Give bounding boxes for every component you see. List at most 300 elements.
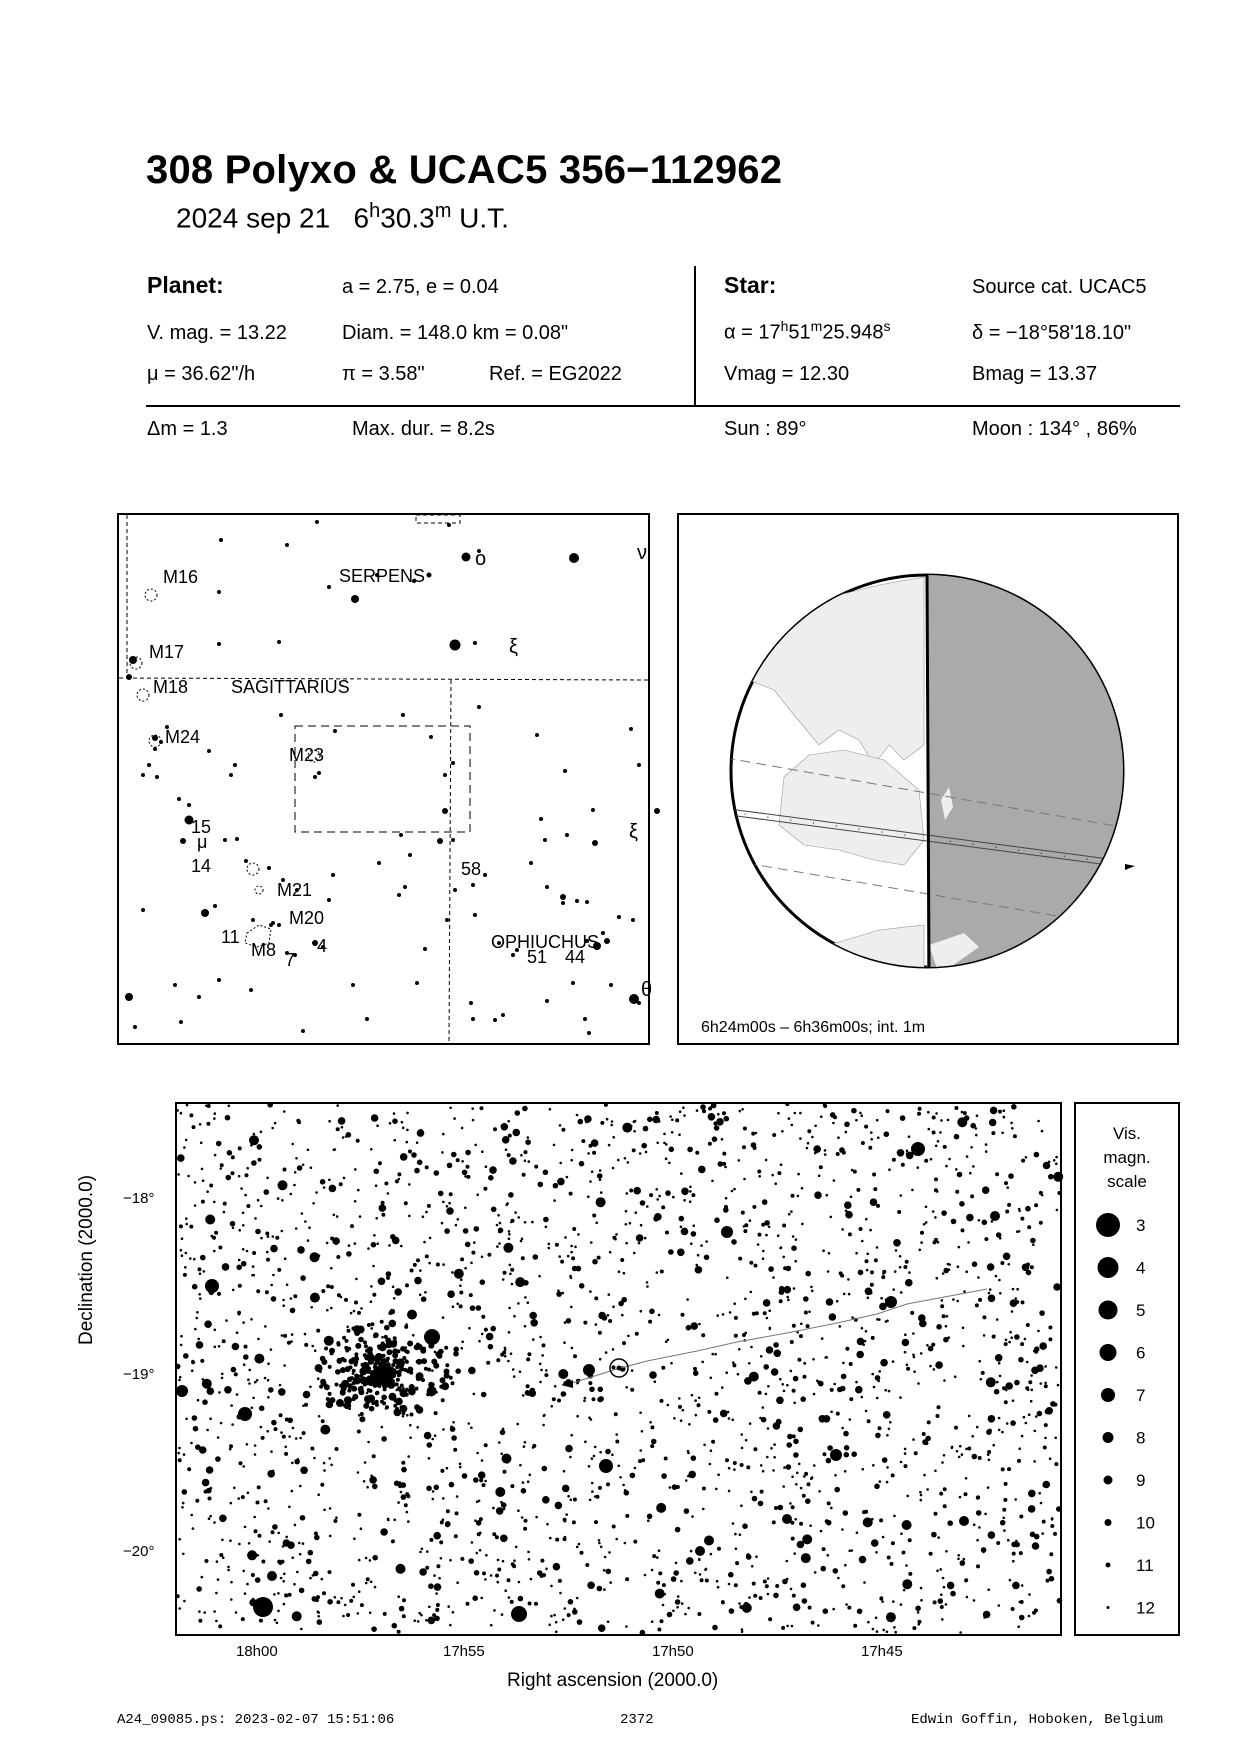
cluster-star [392,1352,398,1358]
star-header: Star: [724,272,777,298]
finder-star [545,999,549,1003]
field-star [213,1201,216,1204]
field-star [254,1381,257,1384]
field-star [693,1370,699,1376]
field-star [419,1568,427,1576]
field-star [945,1550,948,1553]
field-star [957,1172,963,1178]
finder-label: M23 [289,745,325,765]
field-star [906,1152,909,1155]
cluster-star [363,1383,367,1387]
field-star [589,1290,592,1293]
field-star [785,1102,789,1106]
field-star [1010,1336,1013,1339]
field-star [452,1421,455,1424]
field-star [1025,1386,1029,1390]
field-star [570,1245,573,1248]
field-star [801,1187,804,1190]
field-star [182,1502,185,1505]
field-star [867,1419,871,1423]
finder-label: θ [641,979,653,1001]
field-star [1011,1310,1014,1313]
field-star [548,1624,551,1627]
field-star [330,1464,333,1467]
field-star [886,1466,889,1469]
field-star [667,1339,670,1342]
field-star [189,1113,193,1117]
globe-panel [677,513,1179,1045]
field-star [888,1390,891,1393]
cluster-star [433,1363,439,1369]
field-star [405,1283,409,1287]
field-star [597,1586,603,1592]
field-star [324,1336,334,1346]
field-star [254,1217,257,1220]
finder-star [529,861,533,865]
field-star [600,1191,603,1194]
field-star [488,1344,494,1350]
field-star [480,1279,486,1285]
field-star [178,1538,181,1541]
field-star [798,1463,801,1466]
field-star [603,1588,606,1591]
field-star [830,1112,836,1118]
field-star [428,1606,431,1609]
field-star [416,1426,419,1429]
field-star [811,1621,815,1625]
field-star [570,1251,573,1254]
y-axis-label: Declination (2000.0) [76,1174,97,1346]
field-star [1034,1152,1040,1158]
field-star [354,1242,357,1245]
field-star [384,1182,388,1186]
field-star [633,1540,637,1544]
field-star [291,1333,294,1336]
field-star [545,1226,548,1229]
field-star [561,1391,567,1397]
field-star [213,1250,216,1253]
field-star [821,1566,827,1572]
field-star [436,1609,439,1612]
field-star [814,1152,817,1155]
field-star [612,1525,616,1529]
field-star [535,1516,538,1519]
field-star [214,1346,217,1349]
field-star [236,1331,239,1334]
cluster-star [394,1409,398,1413]
field-star [176,1109,179,1112]
field-star [485,1165,488,1168]
field-star [332,1237,340,1245]
field-star [845,1131,848,1134]
field-star [500,1501,503,1504]
field-star [289,1193,292,1196]
field-star [555,1538,559,1542]
finder-star [637,763,641,767]
field-star [484,1443,488,1447]
field-star [549,1537,552,1540]
constellation-boundary [119,678,648,680]
field-star [209,1515,212,1518]
cluster-star [382,1354,386,1358]
field-star [629,1189,633,1193]
cluster-star [351,1386,357,1392]
field-star [502,1278,505,1281]
field-star [996,1541,1000,1545]
field-star [1039,1310,1045,1316]
field-star [841,1528,844,1531]
field-star [740,1504,743,1507]
field-star [758,1233,762,1237]
field-star [593,1455,596,1458]
field-star [449,1624,452,1627]
field-star [512,1368,515,1371]
field-star [722,1152,726,1156]
finder-star [575,899,579,903]
field-star [990,1107,998,1115]
field-star [529,1312,537,1320]
field-star [1050,1524,1054,1528]
field-star [620,1258,624,1262]
field-star [247,1550,257,1560]
field-star [512,1564,516,1568]
field-star [414,1277,422,1285]
field-star [524,1159,527,1162]
field-star [372,1265,375,1268]
field-star [447,1605,450,1608]
field-star [741,1628,744,1631]
field-star [994,1389,1000,1395]
field-star [826,1298,834,1306]
field-star [787,1434,793,1440]
field-star [507,1578,511,1582]
field-star [244,1526,247,1529]
field-star [442,1201,445,1204]
field-star [804,1311,808,1315]
star-vmag: Vmag = 12.30 [724,363,850,385]
field-star [246,1204,250,1208]
field-star [459,1463,462,1466]
field-star [960,1560,966,1566]
field-star [563,1537,567,1541]
field-star [945,1325,948,1328]
field-star [935,1112,938,1115]
field-star [1044,1423,1048,1427]
field-star [641,1458,645,1462]
field-star [491,1207,497,1213]
field-star [699,1573,702,1576]
finder-star [571,981,575,985]
field-star [284,1446,287,1449]
field-star [500,1535,508,1543]
field-star [878,1318,881,1321]
field-star [254,1444,257,1447]
field-star [799,1522,803,1526]
field-star [460,1278,463,1281]
field-star [1004,1482,1008,1486]
field-star [780,1163,783,1166]
field-star [243,1363,246,1366]
field-star [668,1162,671,1165]
field-star [267,1507,270,1510]
field-star [1008,1386,1011,1389]
field-star [641,1430,644,1433]
field-star [871,1518,874,1521]
field-star [791,1505,795,1509]
field-star [439,1540,443,1544]
field-star [346,1326,349,1329]
field-star [290,1308,296,1314]
field-star [430,1394,433,1397]
field-star [843,1510,849,1516]
field-star [532,1338,535,1341]
field-star [363,1480,366,1483]
field-star [765,1234,768,1237]
field-star [797,1173,800,1176]
field-star [192,1284,198,1290]
field-star [191,1360,195,1364]
field-star [982,1551,985,1554]
field-star [251,1407,254,1410]
field-star [951,1447,954,1450]
field-star [405,1492,409,1496]
field-star [646,1205,649,1208]
field-star [280,1389,284,1393]
field-star [766,1317,769,1320]
field-star [778,1505,784,1511]
field-star [302,1164,305,1167]
field-star [310,1166,313,1169]
field-star [905,1564,908,1567]
field-star [872,1464,875,1467]
field-star [459,1291,463,1295]
field-star [273,1593,276,1596]
field-star [260,1426,263,1429]
field-star [742,1333,746,1337]
field-star [560,1260,564,1264]
field-star [533,1254,539,1260]
field-star [644,1574,647,1577]
field-star [236,1393,239,1396]
field-star [758,1175,761,1178]
field-star [393,1112,396,1115]
field-star [584,1397,587,1400]
field-star [442,1428,445,1431]
field-star [218,1624,222,1628]
field-star [285,1536,288,1539]
cluster-star [410,1413,414,1417]
field-star [297,1165,303,1171]
finder-star [511,953,515,957]
finder-label: M17 [149,642,185,662]
field-star [874,1484,880,1490]
field-star [759,1596,763,1600]
field-star [695,1151,699,1155]
field-star [412,1334,415,1337]
field-star [451,1435,457,1441]
field-star [788,1117,791,1120]
field-star [1018,1447,1021,1450]
field-star [636,1234,644,1242]
field-star [194,1204,197,1207]
field-star [480,1597,483,1600]
field-star [341,1126,344,1129]
field-star [904,1448,907,1451]
field-star [670,1362,673,1365]
finder-label: μ [197,832,208,852]
field-star [772,1276,775,1279]
field-star [919,1249,922,1252]
field-star [482,1571,486,1575]
finder-star [277,640,281,644]
field-star [939,1131,942,1134]
field-star [782,1485,785,1488]
finder-star [207,749,211,753]
field-star [462,1473,468,1479]
finder-star [285,543,289,547]
field-star [762,1257,765,1260]
field-star [567,1613,571,1617]
field-star [271,1127,274,1130]
field-star [528,1602,532,1606]
field-star [959,1496,962,1499]
field-star [1028,1413,1031,1416]
cluster-star [354,1352,358,1356]
field-star [418,1612,421,1615]
field-star [623,1272,626,1275]
field-star [844,1445,850,1451]
field-star [972,1454,978,1460]
finder-star [443,773,447,777]
field-star [861,1141,865,1145]
field-star [598,1542,601,1545]
field-star [217,1578,220,1581]
field-star [850,1196,853,1199]
field-star [496,1245,499,1248]
cluster-star [396,1378,400,1382]
field-star [879,1480,882,1483]
field-star [720,1410,728,1418]
field-star [804,1362,807,1365]
field-star [976,1114,979,1117]
finder-star [153,747,157,751]
field-star [553,1614,556,1617]
field-star [337,1293,341,1297]
field-star [335,1447,339,1451]
field-star [625,1242,628,1245]
footer-author: Edwin Goffin, Hoboken, Belgium [911,1712,1164,1728]
finder-label: M18 [153,677,189,697]
field-star [481,1392,487,1398]
field-star [511,1283,514,1286]
field-star [781,1626,785,1630]
cluster-star [347,1389,351,1393]
field-star [202,1378,205,1381]
field-star [198,1619,202,1623]
field-star [871,1539,879,1547]
field-star [406,1414,409,1417]
field-star [204,1320,212,1328]
field-star [498,1441,501,1444]
field-star [717,1586,720,1589]
field-star [631,1369,634,1372]
cluster-star [414,1404,420,1410]
field-star [256,1289,260,1293]
target-star [617,1366,622,1371]
field-star [752,1312,756,1316]
field-star [989,1288,992,1291]
field-star [1039,1191,1043,1195]
field-star [1005,1210,1009,1214]
field-star [206,1466,214,1474]
field-star [283,1168,287,1172]
field-star [734,1583,738,1587]
field-star [978,1526,981,1529]
field-star [833,1568,839,1574]
field-star [288,1593,292,1597]
scale-marker [1101,1388,1115,1402]
field-star [884,1389,887,1392]
finder-star [177,797,181,801]
field-star [329,1507,332,1510]
field-star [819,1415,827,1423]
field-star [193,1426,199,1432]
field-star [1048,1326,1052,1330]
field-star [971,1435,974,1438]
cluster-star [405,1388,409,1392]
field-star [349,1599,353,1603]
field-star [721,1386,724,1389]
field-star [407,1520,410,1523]
field-star [431,1438,434,1441]
field-star [402,1127,405,1130]
field-star [818,1381,824,1387]
field-star [840,1274,844,1278]
field-star [859,1227,863,1231]
field-star [215,1620,218,1623]
cluster-star [415,1387,419,1391]
field-star [196,1311,199,1314]
field-star [369,1406,375,1412]
scale-marker [1107,1606,1110,1609]
field-star [912,1438,915,1441]
field-star [508,1596,511,1599]
field-star [774,1350,782,1358]
field-star [1003,1529,1006,1532]
field-star [986,1377,996,1387]
field-star [563,1470,566,1473]
field-star [433,1532,441,1540]
field-star [252,1397,255,1400]
field-star [503,1470,507,1474]
field-star [1030,1265,1034,1269]
field-star [704,1255,710,1261]
cluster-star [398,1373,402,1377]
field-star [1028,1380,1032,1384]
field-star [773,1456,776,1459]
field-star [248,1369,251,1372]
cluster-star [337,1343,341,1347]
field-star [180,1112,183,1115]
field-star [502,1454,512,1464]
field-star [837,1387,843,1393]
field-star [899,1255,902,1258]
field-star [765,1159,768,1162]
field-star [292,1427,295,1430]
bright-star [830,1449,842,1461]
field-star [841,1427,844,1430]
field-star [357,1430,361,1434]
